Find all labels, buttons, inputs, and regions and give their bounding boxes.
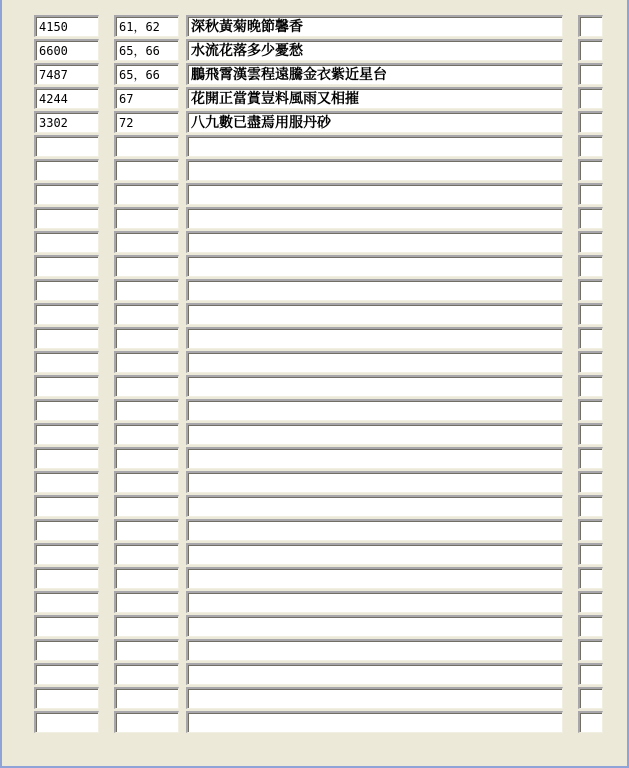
- code-field[interactable]: 6600: [34, 39, 99, 61]
- text-field[interactable]: [186, 375, 563, 397]
- code-field[interactable]: [34, 519, 99, 541]
- table-row: [0, 183, 629, 207]
- text-field[interactable]: [186, 183, 563, 205]
- extra-field[interactable]: [578, 591, 603, 613]
- number-field[interactable]: [114, 255, 179, 277]
- extra-field[interactable]: [578, 63, 603, 85]
- code-field[interactable]: [34, 351, 99, 373]
- table-row: [0, 519, 629, 543]
- code-field[interactable]: [34, 447, 99, 469]
- number-field[interactable]: [114, 351, 179, 373]
- extra-field[interactable]: [578, 135, 603, 157]
- text-field[interactable]: [186, 711, 563, 733]
- number-field[interactable]: [114, 543, 179, 565]
- table-row: [0, 687, 629, 711]
- extra-field[interactable]: [578, 423, 603, 445]
- table-row: [0, 399, 629, 423]
- code-field[interactable]: [34, 711, 99, 733]
- table-row: [0, 639, 629, 663]
- extra-field[interactable]: [578, 399, 603, 421]
- text-field[interactable]: 水流花落多少憂愁: [186, 39, 563, 61]
- code-field[interactable]: [34, 327, 99, 349]
- text-field[interactable]: 深秋黃菊晚節馨香: [186, 15, 563, 37]
- code-field[interactable]: [34, 567, 99, 589]
- table-row: [0, 87, 629, 111]
- number-field[interactable]: [114, 423, 179, 445]
- extra-field[interactable]: [578, 543, 603, 565]
- table-row: [0, 375, 629, 399]
- table-row: [0, 543, 629, 567]
- number-field[interactable]: [114, 303, 179, 325]
- number-field[interactable]: [114, 615, 179, 637]
- extra-field[interactable]: [578, 519, 603, 541]
- extra-field[interactable]: [578, 711, 603, 733]
- table-row: [0, 591, 629, 615]
- extra-field[interactable]: [578, 615, 603, 637]
- extra-field[interactable]: [578, 255, 603, 277]
- text-field[interactable]: [186, 423, 563, 445]
- table-row: [0, 111, 629, 135]
- code-field[interactable]: [34, 375, 99, 397]
- number-field[interactable]: 72: [114, 111, 179, 133]
- text-field[interactable]: [186, 351, 563, 373]
- number-field[interactable]: 61，62: [114, 15, 179, 37]
- table-row: [0, 279, 629, 303]
- extra-field[interactable]: [578, 303, 603, 325]
- code-field[interactable]: [34, 135, 99, 157]
- code-field[interactable]: [34, 663, 99, 685]
- text-field[interactable]: [186, 327, 563, 349]
- extra-field[interactable]: [578, 231, 603, 253]
- table-row: [0, 495, 629, 519]
- table-row: [0, 39, 629, 63]
- number-field[interactable]: [114, 183, 179, 205]
- text-field[interactable]: [186, 399, 563, 421]
- table-row: [0, 135, 629, 159]
- extra-field[interactable]: [578, 327, 603, 349]
- extra-field[interactable]: [578, 639, 603, 661]
- code-field[interactable]: [34, 159, 99, 181]
- code-field[interactable]: [34, 687, 99, 709]
- text-field[interactable]: [186, 135, 563, 157]
- code-field[interactable]: 4244: [34, 87, 99, 109]
- number-field[interactable]: [114, 207, 179, 229]
- text-field[interactable]: [186, 615, 563, 637]
- table-row: [0, 303, 629, 327]
- text-field[interactable]: [186, 231, 563, 253]
- code-field[interactable]: [34, 231, 99, 253]
- number-field[interactable]: [114, 159, 179, 181]
- code-field[interactable]: [34, 423, 99, 445]
- number-field[interactable]: [114, 279, 179, 301]
- extra-field[interactable]: [578, 687, 603, 709]
- extra-field[interactable]: [578, 87, 603, 109]
- number-field[interactable]: [114, 471, 179, 493]
- table-row: [0, 255, 629, 279]
- code-field[interactable]: [34, 543, 99, 565]
- table-row: [0, 615, 629, 639]
- table-row: [0, 423, 629, 447]
- table-row: [0, 231, 629, 255]
- code-field[interactable]: [34, 615, 99, 637]
- code-field[interactable]: [34, 639, 99, 661]
- extra-field[interactable]: [578, 279, 603, 301]
- extra-field[interactable]: [578, 111, 603, 133]
- text-field[interactable]: [186, 207, 563, 229]
- text-field[interactable]: [186, 471, 563, 493]
- text-field[interactable]: [186, 519, 563, 541]
- code-field[interactable]: [34, 495, 99, 517]
- code-field[interactable]: [34, 279, 99, 301]
- text-field[interactable]: [186, 591, 563, 613]
- text-field[interactable]: [186, 159, 563, 181]
- number-field[interactable]: [114, 519, 179, 541]
- table-row: [0, 447, 629, 471]
- table-row: [0, 711, 629, 735]
- text-field[interactable]: 花開正當賞豈料風雨又相摧: [186, 87, 563, 109]
- extra-field[interactable]: [578, 207, 603, 229]
- text-field[interactable]: [186, 447, 563, 469]
- number-field[interactable]: [114, 639, 179, 661]
- number-field[interactable]: [114, 663, 179, 685]
- code-field[interactable]: 3302: [34, 111, 99, 133]
- extra-field[interactable]: [578, 663, 603, 685]
- extra-field[interactable]: [578, 183, 603, 205]
- number-field[interactable]: [114, 399, 179, 421]
- code-field[interactable]: [34, 591, 99, 613]
- number-field[interactable]: [114, 135, 179, 157]
- table-row: [0, 327, 629, 351]
- code-field[interactable]: [34, 183, 99, 205]
- text-field[interactable]: 八九數已盡焉用服丹砂: [186, 111, 563, 133]
- table-row: [0, 567, 629, 591]
- text-field[interactable]: [186, 543, 563, 565]
- number-field[interactable]: 65，66: [114, 39, 179, 61]
- text-field[interactable]: [186, 303, 563, 325]
- extra-field[interactable]: [578, 447, 603, 469]
- text-field[interactable]: [186, 495, 563, 517]
- number-field[interactable]: 65，66: [114, 63, 179, 85]
- extra-field[interactable]: [578, 15, 603, 37]
- table-row: [0, 663, 629, 687]
- table-row: [0, 351, 629, 375]
- number-field[interactable]: [114, 327, 179, 349]
- text-field[interactable]: [186, 687, 563, 709]
- extra-field[interactable]: [578, 39, 603, 61]
- number-field[interactable]: [114, 447, 179, 469]
- table-row: [0, 207, 629, 231]
- number-field[interactable]: [114, 711, 179, 733]
- text-field[interactable]: [186, 567, 563, 589]
- extra-field[interactable]: [578, 567, 603, 589]
- extra-field[interactable]: [578, 159, 603, 181]
- text-field[interactable]: [186, 279, 563, 301]
- number-field[interactable]: [114, 567, 179, 589]
- number-field[interactable]: [114, 231, 179, 253]
- extra-field[interactable]: [578, 471, 603, 493]
- text-field[interactable]: [186, 639, 563, 661]
- number-field[interactable]: [114, 495, 179, 517]
- number-field[interactable]: [114, 591, 179, 613]
- text-field[interactable]: 鵬飛霄漢雲程遠騰金衣紫近星台: [186, 63, 563, 85]
- extra-field[interactable]: [578, 351, 603, 373]
- code-field[interactable]: [34, 399, 99, 421]
- code-field[interactable]: 4150: [34, 15, 99, 37]
- number-field[interactable]: [114, 687, 179, 709]
- number-field[interactable]: [114, 375, 179, 397]
- extra-field[interactable]: [578, 375, 603, 397]
- code-field[interactable]: [34, 303, 99, 325]
- text-field[interactable]: [186, 255, 563, 277]
- code-field[interactable]: 7487: [34, 63, 99, 85]
- table-row: [0, 15, 629, 39]
- table-row: [0, 159, 629, 183]
- table-row: [0, 63, 629, 87]
- code-field[interactable]: [34, 255, 99, 277]
- extra-field[interactable]: [578, 495, 603, 517]
- code-field[interactable]: [34, 471, 99, 493]
- text-field[interactable]: [186, 663, 563, 685]
- code-field[interactable]: [34, 207, 99, 229]
- table-row: [0, 471, 629, 495]
- number-field[interactable]: 67: [114, 87, 179, 109]
